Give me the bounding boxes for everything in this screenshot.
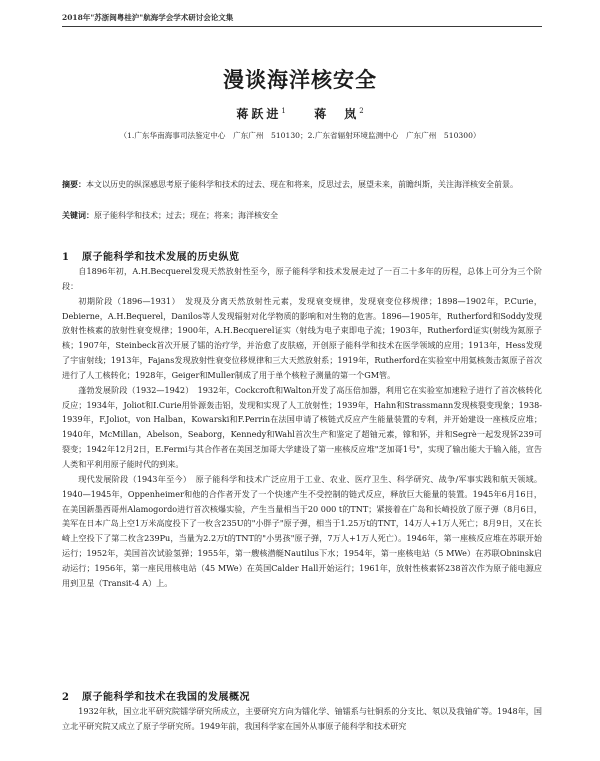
article-title: 漫谈海洋核安全 [223, 67, 377, 92]
section-title: 原子能科学和技术发展的历史纵览 [82, 252, 240, 263]
author-name: 蒋跃进 [236, 107, 282, 121]
section-title: 原子能科学和技术在我国的发展概况 [82, 692, 250, 703]
affiliations: （1.广东华南海事司法鉴定中心 广东广州 510130；2.广东省辐射环境监测中心 广东广州 510300） [119, 131, 481, 140]
paragraph: 1932年秋，国立北平研究院镭学研究所成立，主要研究方向为镭化学、铀镭系与钍铜系的分支比、氡以及我铀矿等。1948年，国立北平研究院又成立了原子学研究所。1949年前，我国科学家在国外从事原子能科学和技术研究 [62, 706, 542, 731]
keywords-label: 关键词： [62, 210, 94, 220]
paragraph: 蓬勃发展阶段（1932—1942） 1932年，Cockcroft和Walton开发了高压倍加器，利用它在实验室加速粒子进行了首次核转化反应；1934年，Joliot和I.Curie用钋源轰击铝，发现和实现了人工放射性；1939年，Hahn和Strassmann发现核裂变现象；1938-1939年，F.Joliot，von Halban，Kowarski和F.Perrin在法国申请了核链式反应产生能量装置的专利，并开始建设一座核反应堆；1940年，McMillan，Abelson，Seaborg，Kennedy和Wahl首次生产和鉴定了超铀元素，镎和钚，并和Segrè一起发现钚239可裂变；1942年12月2日，E.Fermi与其合作者在美国芝加哥大学建设了第一座核反应堆"芝加哥1号"，实现了输出能大于输入能，宣告人类和平利用原子能时代的到来。 [62, 384, 542, 469]
abstract-label: 摘要： [62, 179, 86, 189]
running-header: 2018年"苏浙闽粤桂沪"航海学会学术研讨会论文集 [62, 12, 542, 27]
author-name: 蒋 岚 [314, 107, 360, 121]
paragraph: 自1896年初，A.H.Becquerel发现天然放射性至今，原子能科学和技术发展走过了一百二十多年的历程，总体上可分为三个阶段： [62, 266, 542, 291]
section-heading [62, 688, 542, 703]
author-affiliation-mark: 1 [281, 107, 286, 115]
section-heading [62, 248, 542, 263]
section-number: 1 [62, 252, 70, 263]
abstract-text: 本文以历史的纵深感思考原子能科学和技术的过去、现在和将来，反思过去，展望未来，前瞻纠斯，关注海洋核安全前景。 [86, 180, 518, 189]
author-affiliation-mark: 2 [359, 107, 364, 115]
author-line [0, 105, 600, 122]
abstract [62, 177, 542, 193]
paragraph: 现代发展阶段（1943年至今） 原子能科学和技术广泛应用于工业、农业、医疗卫生、科学研究、战争/军事实践和航天领域。1940—1945年，Oppenheimer和他的合作者开发了一个快速产生不受控制的链式反应，释放巨大能量的装置。1945年6月16日，在美国新墨西哥州Alamogordo进行首次核爆实验，产生当量相当于20 000 t的TNT；紧接着在广岛和长崎投放了原子弹（8月6日，美军在日本广岛上空1万米高度投下了一枚含235U的"小胖子"原子弹，相当于1.25万t的TNT，14万人+1万人死亡；8月9日，又在长崎上空投下了第二枚含239Pu，当量为2.2万t的TNT的"小男孩"原子弹，7万人+1万人死亡）。1946年，第一座核反应堆在苏联开始运行；1952年，美国首次试验氢弹；1955年，第一艘核潜艇Nautilus下水；1954年，第一座核电站（5 MWe）在苏联Obninsk启动运行；1956年，第一座民用核电站（45 MWe）在英国Calder Hall开始运行；1961年，放射性核素钚238首次作为原子能电源应用到卫星（Transit-4 A）上。 [62, 473, 542, 588]
keywords-text: 原子能科学和技术；过去；现在；将来；海洋核安全 [94, 211, 278, 220]
section-number: 2 [62, 692, 70, 703]
section-body [62, 704, 542, 734]
paragraph: 初期阶段（1896—1931） 发现及分离天然放射性元素，发现衰变规律，发现衰变位移规律；1898—1902年，P.Curie，Debierne，A.H.Bequerel，Danilos等人发现辐射对化学物质的影响和对生物的危害。1896—1905年，Rutherford和Soddy发现放射性核素的放射性衰变规律；1900年，A.H.Becquerel证实（射线为电子束即电子流；1903年，Rutherford证实(射线为氮原子核；1907年，Steinbeck首次开展了镭的治疗学，并治愈了皮肤癌，开创原子能科学和技术在医学领域的应用；1913年，Hess发现了宇宙射线；1913年，Fajans发现放射性衰变位移规律和三大天然放射系；1919年，Rutherford在实验室中用氦核轰击氮原子首次进行了人工核转化；1928年，Geiger和Muller制成了用于单个核粒子测量的第一个GM管。 [62, 295, 542, 380]
keywords [62, 208, 542, 223]
section-body [62, 264, 542, 591]
